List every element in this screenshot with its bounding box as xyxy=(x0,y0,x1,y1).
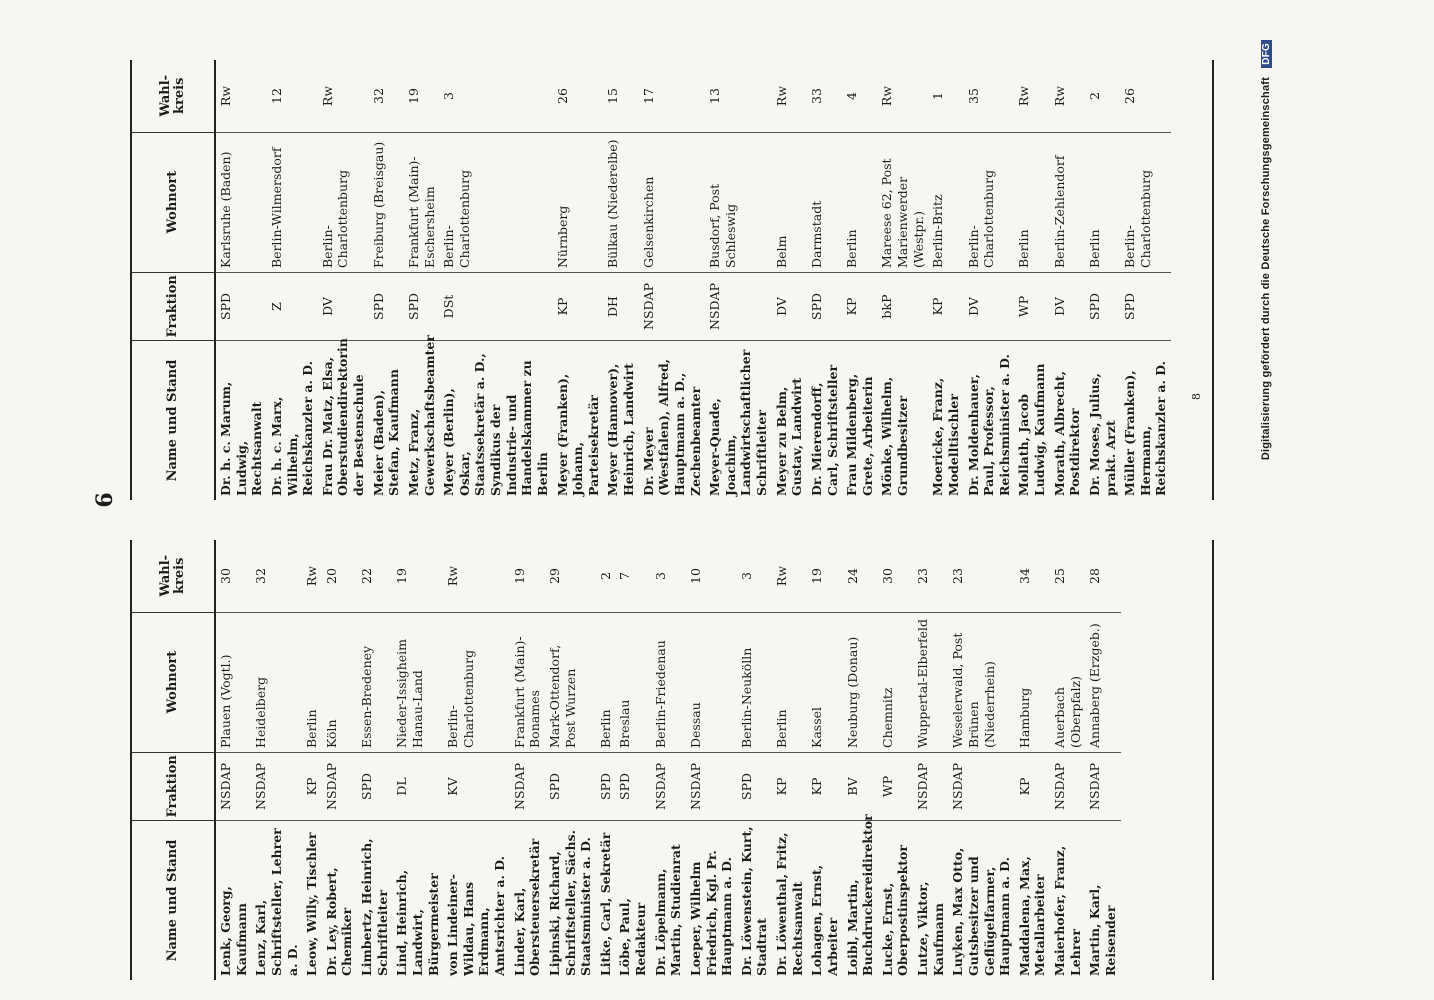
member-fraktion: NSDAP xyxy=(251,752,302,820)
table-row xyxy=(216,60,267,500)
header-name: Name und Stand xyxy=(132,820,214,980)
member-wahlkreis: 3 xyxy=(652,572,668,580)
member-name: Löbe, Paul, Redakteur xyxy=(615,820,650,980)
member-wahlkreis: 34 xyxy=(1016,568,1032,584)
member-fraktion: DL xyxy=(392,752,443,820)
member-fraktion: KP xyxy=(302,752,322,820)
member-name: Lucke, Ernst, Oberpostinspektor xyxy=(878,820,913,980)
member-wohnort: Auerbach (Oberpfalz) xyxy=(1050,612,1085,752)
table-row xyxy=(842,60,877,500)
member-name: Meyer (Berlin), Oskar, Staatssekretär a. D., Syndikus der Industrie- und Handelskammer zu Berlin xyxy=(439,340,552,500)
member-name: Metz, Franz, Gewerkschaftsbeamter xyxy=(404,340,439,500)
member-wahlkreis: 10 xyxy=(687,568,703,584)
member-wohnort: Berlin xyxy=(302,612,322,752)
member-wohnort: Hamburg xyxy=(1015,612,1050,752)
member-wohnort: Darmstadt xyxy=(807,132,842,272)
member-name: Meyer-Quade, Joachim, Landwirtschaftlicher Schriftleiter xyxy=(705,340,772,500)
member-name: Meyer (Franken), Johann, Parteisekretär xyxy=(553,340,604,500)
member-wohnort: Berlin-Friedenau xyxy=(651,612,686,752)
member-wahlkreis: Rw xyxy=(445,565,461,587)
table-row xyxy=(1085,60,1120,500)
member-fraktion: KV xyxy=(443,752,510,820)
member-fraktion: NSDAP xyxy=(322,752,357,820)
member-name: Lipinski, Richard, Schriftsteller, Sächs. Staatsminister a. D. xyxy=(545,820,596,980)
member-wahlkreis: Rw xyxy=(1016,85,1032,107)
member-wahlkreis: 17 xyxy=(640,88,656,104)
member-name: Litke, Carl, Sekretär xyxy=(596,820,616,980)
member-fraktion: SPD xyxy=(216,272,267,340)
member-table-right xyxy=(130,60,1214,500)
member-wohnort: Köln xyxy=(322,612,357,752)
member-wahlkreis: 30 xyxy=(218,568,233,584)
member-wahlkreis: Rw xyxy=(879,85,895,107)
table-body xyxy=(216,60,1171,500)
member-fraktion: SPD xyxy=(596,752,616,820)
member-name: Meier (Baden), Stefan, Kaufmann xyxy=(369,340,404,500)
header-wahlkreis: Wahl-kreis xyxy=(157,554,187,597)
member-wohnort: Berlin-Zehlendorf xyxy=(1050,132,1085,272)
member-wohnort: Berlin xyxy=(1085,132,1120,272)
member-wohnort: Berlin xyxy=(596,612,616,752)
member-wohnort: Nieder-Issigheim Hanau-Land xyxy=(392,612,443,752)
table-row xyxy=(510,540,545,980)
member-name: Müller (Franken), Hermann, Reichskanzler a. D. xyxy=(1120,340,1171,500)
member-wohnort: Frankfurt (Main)-Eschersheim xyxy=(404,132,439,272)
member-wahlkreis: 3 xyxy=(738,572,754,580)
member-fraktion: DSt xyxy=(439,272,552,340)
member-fraktion: DV xyxy=(772,272,807,340)
table-row xyxy=(216,540,251,980)
member-fraktion: KP xyxy=(842,272,877,340)
member-name: Lohagen, Ernst, Arbeiter xyxy=(807,820,842,980)
member-wohnort: Berlin-Neukölln xyxy=(737,612,772,752)
table-row xyxy=(807,60,842,500)
table-row xyxy=(443,540,510,980)
member-fraktion: NSDAP xyxy=(639,272,706,340)
table-row xyxy=(1050,60,1085,500)
member-name: Martin, Karl, Reisender xyxy=(1085,820,1120,980)
digitization-text: Digitalisierung gefördert durch die Deutsche Forschungsgemeinschaft xyxy=(1260,76,1272,461)
table-row xyxy=(877,60,928,500)
member-wahlkreis: Rw xyxy=(304,565,320,587)
member-wahlkreis: Rw xyxy=(218,85,233,107)
member-wohnort: Berlin-Charlottenburg xyxy=(318,132,369,272)
member-wohnort: Karlsruhe (Baden) xyxy=(216,132,267,272)
member-wohnort: Berlin-Charlottenburg xyxy=(439,132,552,272)
member-wahlkreis: 19 xyxy=(405,88,421,104)
member-wahlkreis: 2 xyxy=(1086,92,1102,100)
table-row xyxy=(545,540,596,980)
member-name: Limbertz, Heinrich, Schriftleiter xyxy=(357,820,392,980)
table-row xyxy=(639,60,706,500)
table-header xyxy=(132,540,216,980)
member-wohnort: Dessau xyxy=(686,612,737,752)
table-row xyxy=(772,60,807,500)
table-row xyxy=(1085,540,1120,980)
member-fraktion: WP xyxy=(1014,272,1049,340)
member-wohnort: Mark-Ottendorf, Post Wurzen xyxy=(545,612,596,752)
table-row xyxy=(1014,60,1049,500)
member-fraktion: bkP xyxy=(877,272,928,340)
member-fraktion: SPD xyxy=(737,752,772,820)
member-name: Dr. Ley, Robert, Chemiker xyxy=(322,820,357,980)
member-name: Dr. Löwenstein, Kurt, Stadtrat xyxy=(737,820,772,980)
member-wahlkreis: 26 xyxy=(554,88,570,104)
table-row xyxy=(1050,540,1085,980)
member-wahlkreis: Rw xyxy=(319,85,335,107)
table-row xyxy=(913,540,948,980)
member-name: Luyken, Max Otto, Gutsbesitzer und Geflügelfarmer, Hauptmann a. D. xyxy=(948,820,1015,980)
member-wohnort: Berlin-Charlottenburg xyxy=(1120,132,1171,272)
member-fraktion: Z xyxy=(267,272,318,340)
member-wahlkreis: 19 xyxy=(511,568,527,584)
member-fraktion: SPD xyxy=(615,752,650,820)
member-wahlkreis: 4 xyxy=(844,92,860,100)
member-name: Dr. Löpelmann, Martin, Studienrat xyxy=(651,820,686,980)
table-row xyxy=(392,540,443,980)
member-fraktion: NSDAP xyxy=(705,272,772,340)
member-fraktion: NSDAP xyxy=(510,752,545,820)
member-wahlkreis: 19 xyxy=(809,568,825,584)
member-wohnort: Berlin-Charlottenburg xyxy=(443,612,510,752)
member-fraktion: KP xyxy=(772,752,807,820)
member-wohnort: Kassel xyxy=(807,612,842,752)
page-number: 6 xyxy=(92,492,118,508)
member-name: Maierhofer, Franz, Lehrer xyxy=(1050,820,1085,980)
member-name: Frau Dr. Matz, Elsa, Oberstudiendirektorin der Bestenschule xyxy=(318,340,369,500)
member-wahlkreis: 23 xyxy=(950,568,966,584)
member-wohnort: Annaberg (Erzgeb.) xyxy=(1085,612,1120,752)
member-name: Lutze, Viktor, Kaufmann xyxy=(913,820,948,980)
table-row xyxy=(439,60,552,500)
member-fraktion: BV xyxy=(843,752,878,820)
table-row xyxy=(878,540,913,980)
table-row xyxy=(686,540,737,980)
member-wohnort: Wuppertal-Elberfeld xyxy=(913,612,948,752)
member-wohnort: Berlin xyxy=(1014,132,1049,272)
header-wahlkreis: Wahl-kreis xyxy=(157,74,187,117)
header-wohnort: Wohnort xyxy=(132,612,214,752)
header-wohnort: Wohnort xyxy=(132,132,214,272)
member-name: Lenk, Georg, Kaufmann xyxy=(216,820,251,980)
member-name: Lind, Heinrich, Landwirt, Bürgermeister xyxy=(392,820,443,980)
member-fraktion: KP xyxy=(928,272,963,340)
table-row xyxy=(807,540,842,980)
member-wahlkreis: 28 xyxy=(1087,568,1103,584)
table-row xyxy=(404,60,439,500)
table-row xyxy=(948,540,1015,980)
table-row xyxy=(302,540,322,980)
member-wahlkreis: 3 xyxy=(441,92,457,100)
member-wahlkreis: 24 xyxy=(844,568,860,584)
member-fraktion: NSDAP xyxy=(686,752,737,820)
member-wohnort: Nürnberg xyxy=(553,132,604,272)
member-fraktion: DV xyxy=(1050,272,1085,340)
member-fraktion: SPD xyxy=(357,752,392,820)
member-wohnort: Belm xyxy=(772,132,807,272)
table-row xyxy=(772,540,807,980)
member-wohnort: Berlin-Britz xyxy=(928,132,963,272)
header-fraktion: Fraktion xyxy=(132,272,214,341)
member-wahlkreis: 15 xyxy=(605,88,621,104)
table-row xyxy=(737,540,772,980)
table-row xyxy=(553,60,604,500)
member-fraktion: WP xyxy=(878,752,913,820)
member-name: Meyer zu Belm, Gustav, Landwirt xyxy=(772,340,807,500)
member-wahlkreis: Rw xyxy=(774,565,789,587)
member-name: Linder, Karl, Obersteuersekretär xyxy=(510,820,545,980)
member-wahlkreis: 33 xyxy=(808,88,824,104)
header-fraktion: Fraktion xyxy=(132,752,214,821)
member-name: Meyer (Hannover), Heinrich, Landwirt xyxy=(603,340,638,500)
member-wahlkreis: 22 xyxy=(359,568,374,584)
member-name: Loibl, Martin, Buchdruckereidirektor xyxy=(843,820,878,980)
table-row xyxy=(322,540,357,980)
member-name: Dr. Löwenthal, Fritz, Rechtsanwalt xyxy=(772,820,807,980)
member-wahlkreis: 13 xyxy=(707,88,723,104)
member-fraktion: SPD xyxy=(807,272,842,340)
table-row xyxy=(964,60,1015,500)
member-fraktion: NSDAP xyxy=(1050,752,1085,820)
member-fraktion: SPD xyxy=(369,272,404,340)
table-body xyxy=(216,540,1121,980)
member-fraktion: SPD xyxy=(545,752,596,820)
member-name: Morath, Albrecht, Postdirektor xyxy=(1050,340,1085,500)
member-wohnort: Freiburg (Breisgau) xyxy=(369,132,404,272)
member-table-left xyxy=(130,540,1214,980)
member-fraktion: SPD xyxy=(1085,272,1120,340)
member-name: Loeper, Wilhelm Friedrich, Kgl. Pr. Hauptmann a. D. xyxy=(686,820,737,980)
member-wahlkreis: 32 xyxy=(253,568,269,584)
member-fraktion: NSDAP xyxy=(651,752,686,820)
member-name: Lenz, Karl, Schriftsteller, Lehrer a. D. xyxy=(251,820,302,980)
table-row xyxy=(615,540,650,980)
member-name: Maddalena, Max, Metallarbeiter xyxy=(1015,820,1050,980)
member-name: Leow, Willy, Tischler xyxy=(302,820,322,980)
member-wohnort: Berlin xyxy=(772,612,807,752)
member-fraktion: SPD xyxy=(404,272,439,340)
member-wohnort: Breslau xyxy=(615,612,650,752)
member-fraktion: NSDAP xyxy=(216,752,251,820)
member-name: Dr. h. c. Marum, Ludwig, Rechtsanwalt xyxy=(216,340,267,500)
member-wohnort: Berlin-Charlottenburg xyxy=(964,132,1015,272)
member-wohnort: Berlin xyxy=(842,132,877,272)
member-wohnort: Plauen (Vogtl.) xyxy=(216,612,251,752)
member-wahlkreis: Rw xyxy=(1051,85,1067,107)
table-row xyxy=(843,540,878,980)
member-wahlkreis: Rw xyxy=(773,85,789,107)
member-wahlkreis: 26 xyxy=(1122,88,1138,104)
member-name: Dr. Meyer (Westfalen), Alfred, Hauptmann a. D., Zechenbeamter xyxy=(639,340,706,500)
member-fraktion: DV xyxy=(318,272,369,340)
member-fraktion: SPD xyxy=(1120,272,1171,340)
footer-mark: 8 xyxy=(1190,393,1203,400)
member-wahlkreis: 1 xyxy=(930,92,946,100)
member-name: Dr. Moldenhauer, Paul, Professor, Reichsminister a. D. xyxy=(964,340,1015,500)
table-header xyxy=(132,60,216,500)
member-wahlkreis: 19 xyxy=(394,568,410,584)
member-wahlkreis: 32 xyxy=(370,88,386,104)
header-name: Name und Stand xyxy=(132,340,214,500)
table-row xyxy=(705,60,772,500)
member-wohnort: Gelsenkirchen xyxy=(639,132,706,272)
member-wahlkreis: 29 xyxy=(546,568,562,584)
table-row xyxy=(603,60,638,500)
table-row xyxy=(357,540,392,980)
member-wahlkreis: 12 xyxy=(268,88,284,104)
member-name: Dr. Mierendorff, Carl, Schriftsteller xyxy=(807,340,842,500)
member-wohnort: Bülkau (Niederelbe) xyxy=(603,132,638,272)
member-fraktion: KP xyxy=(553,272,604,340)
member-wohnort: Neuburg (Donau) xyxy=(843,612,878,752)
member-wahlkreis: 20 xyxy=(323,568,339,584)
member-fraktion: KP xyxy=(1015,752,1050,820)
table-row xyxy=(318,60,369,500)
member-name: Frau Mildenberg, Grete, Arbeiterin xyxy=(842,340,877,500)
dfg-logo: DFG xyxy=(1261,40,1272,68)
member-wohnort: Weselerwald, Post Brünen (Niederrhein) xyxy=(948,612,1015,752)
member-name: Moericke, Franz, Modelltischler xyxy=(928,340,963,500)
table-row xyxy=(928,60,963,500)
member-name: von Lindeiner-Wildau, Hans Erdmann, Amtsrichter a. D. xyxy=(443,820,510,980)
member-fraktion: KP xyxy=(807,752,842,820)
table-row xyxy=(267,60,318,500)
member-wohnort: Heidelberg xyxy=(251,612,302,752)
table-row xyxy=(251,540,302,980)
member-fraktion: NSDAP xyxy=(948,752,1015,820)
member-name: Mollath, Jacob Ludwig, Kaufmann xyxy=(1014,340,1049,500)
member-fraktion: DH xyxy=(603,272,638,340)
digitization-note xyxy=(1260,40,1272,960)
table-row xyxy=(1120,60,1171,500)
member-wohnort: Berlin-Wilmersdorf xyxy=(267,132,318,272)
member-wohnort: Busdorf, Post Schleswig xyxy=(705,132,772,272)
member-name: Mönke, Wilhelm, Grundbesitzer xyxy=(877,340,928,500)
member-name: Dr. h. c. Marx, Wilhelm, Reichskanzler a. D. xyxy=(267,340,318,500)
member-wohnort: Frankfurt (Main)-Bonames xyxy=(510,612,545,752)
member-wahlkreis: 30 xyxy=(879,568,895,584)
table-row xyxy=(369,60,404,500)
member-fraktion: DV xyxy=(964,272,1015,340)
member-wahlkreis: 7 xyxy=(617,572,633,580)
member-wahlkreis: 25 xyxy=(1052,568,1067,584)
member-wahlkreis: 2 xyxy=(597,572,613,580)
member-wahlkreis: 23 xyxy=(915,568,930,584)
member-fraktion: NSDAP xyxy=(1085,752,1120,820)
member-wohnort: Chemnitz xyxy=(878,612,913,752)
table-row xyxy=(596,540,616,980)
member-wahlkreis: 35 xyxy=(965,88,981,104)
table-row xyxy=(1015,540,1050,980)
member-fraktion: NSDAP xyxy=(913,752,948,820)
member-wohnort: Mareese 62, Post Marienwerder (Westpr.) xyxy=(877,132,928,272)
member-name: Dr. Moses, Julius, prakt. Arzt xyxy=(1085,340,1120,500)
member-wohnort: Essen-Bredeney xyxy=(357,612,392,752)
table-row xyxy=(651,540,686,980)
